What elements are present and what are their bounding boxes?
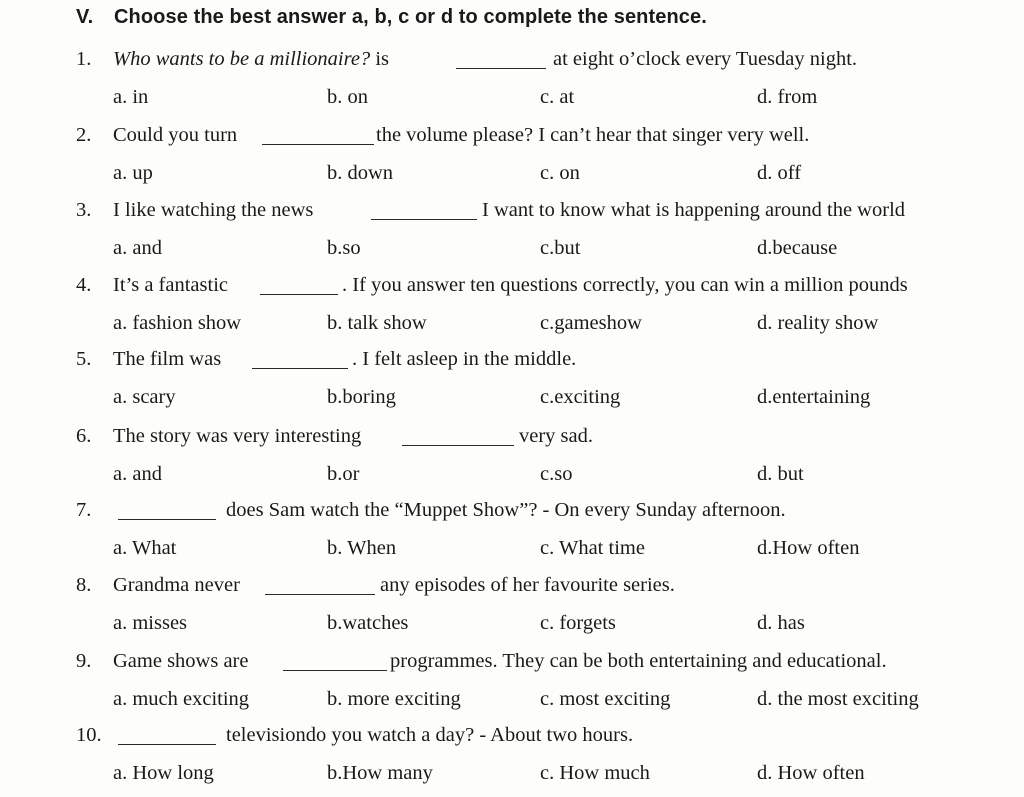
option-a[interactable]: a. in [113,86,149,108]
question-continuation: at eight o’clock every Tuesday night. [553,48,858,70]
option-b[interactable]: b. down [327,162,394,184]
option-c[interactable]: c.gameshow [540,312,642,334]
option-c[interactable]: c. on [540,162,580,184]
question-continuation: very sad. [519,425,594,447]
option-c[interactable]: c. What time [540,537,645,559]
question-row [0,195,1024,227]
options-row [0,608,1024,640]
options-row [0,158,1024,190]
option-c[interactable]: c. forgets [540,612,616,634]
question-row [0,495,1024,527]
options-row [0,533,1024,565]
question-row [0,44,1024,76]
answer-blank[interactable] [118,499,216,520]
option-d[interactable]: d. How often [757,762,865,784]
question-stem: Could you turn [113,124,238,146]
question-row [0,120,1024,152]
question-continuation: . If you answer ten questions correctly, you can win a million pounds [342,274,908,296]
question-continuation: any episodes of her favourite series. [380,574,675,596]
answer-blank[interactable] [118,724,216,745]
options-row [0,459,1024,491]
option-b[interactable]: b.so [327,237,361,259]
option-d[interactable]: d.entertaining [757,386,871,408]
option-b[interactable]: b.or [327,463,360,485]
option-d[interactable]: d. but [757,463,804,485]
option-d[interactable]: d. off [757,162,802,184]
option-b[interactable]: b. on [327,86,368,108]
question-number: 3. [76,199,92,221]
question-stem: Game shows are [113,650,249,672]
answer-blank[interactable] [371,199,477,220]
options-row [0,684,1024,716]
options-row [0,758,1024,790]
option-b[interactable]: b.watches [327,612,409,634]
question-number: 8. [76,574,92,596]
question-continuation: televisiondo you watch a day? - About two hours. [226,724,634,746]
option-a[interactable]: a. scary [113,386,176,408]
question-number: 1. [76,48,92,70]
option-c[interactable]: c. How much [540,762,650,784]
question-stem: I like watching the news [113,199,314,221]
option-a[interactable]: a. up [113,162,153,184]
options-row [0,382,1024,414]
question-stem: Grandma never [113,574,240,596]
option-a[interactable]: a. What [113,537,177,559]
option-c[interactable]: c.but [540,237,581,259]
option-d[interactable]: d. reality show [757,312,879,334]
question-continuation: programmes. They can be both entertaining and educational. [390,650,887,672]
question-row [0,421,1024,453]
option-d[interactable]: d.because [757,237,838,259]
question-number: 4. [76,274,92,296]
question-number: 6. [76,425,92,447]
option-b[interactable]: b. talk show [327,312,427,334]
question-number: 5. [76,348,92,370]
answer-blank[interactable] [402,425,514,446]
answer-blank[interactable] [262,124,374,145]
question-stem: The film was [113,348,222,370]
question-number: 7. [76,499,92,521]
option-a[interactable]: a. much exciting [113,688,250,710]
option-a[interactable]: a. and [113,463,162,485]
option-a[interactable]: a. and [113,237,162,259]
exercise-heading [76,6,707,29]
question-row [0,344,1024,376]
option-b[interactable]: b.boring [327,386,396,408]
option-a[interactable]: a. How long [113,762,214,784]
option-d[interactable]: d. has [757,612,805,634]
question-row [0,720,1024,752]
question-continuation: the volume please? I can’t hear that singer very well. [376,124,810,146]
option-d[interactable]: d. the most exciting [757,688,919,710]
option-d[interactable]: d.How often [757,537,860,559]
answer-blank[interactable] [456,48,546,69]
answer-blank[interactable] [252,348,348,369]
option-c[interactable]: c. most exciting [540,688,671,710]
exercise-instruction: Choose the best answer a, b, c or d to complete the sentence. [114,6,707,28]
options-row [0,82,1024,114]
exercise-number: V. [76,6,94,28]
question-continuation: . I felt asleep in the middle. [352,348,577,370]
question-stem: It’s a fantastic [113,274,228,296]
question-number: 10. [76,724,102,746]
answer-blank[interactable] [260,274,338,295]
option-d[interactable]: d. from [757,86,818,108]
option-c[interactable]: c.exciting [540,386,621,408]
question-row [0,646,1024,678]
option-b[interactable]: b. When [327,537,397,559]
option-a[interactable]: a. misses [113,612,188,634]
options-row [0,308,1024,340]
question-continuation: does Sam watch the “Muppet Show”? - On every Sunday afternoon. [226,499,786,521]
show-title: Who wants to be a millionaire? [113,48,371,70]
question-row [0,270,1024,302]
question-number: 9. [76,650,92,672]
question-number: 2. [76,124,92,146]
answer-blank[interactable] [283,650,387,671]
option-b[interactable]: b.How many [327,762,433,784]
question-stem: Who wants to be a millionaire? is [113,48,390,70]
option-a[interactable]: a. fashion show [113,312,242,334]
option-b[interactable]: b. more exciting [327,688,461,710]
option-c[interactable]: c. at [540,86,575,108]
answer-blank[interactable] [265,574,375,595]
question-stem: The story was very interesting [113,425,362,447]
options-row [0,233,1024,265]
option-c[interactable]: c.so [540,463,573,485]
question-row [0,570,1024,602]
question-continuation: I want to know what is happening around the world [482,199,906,221]
